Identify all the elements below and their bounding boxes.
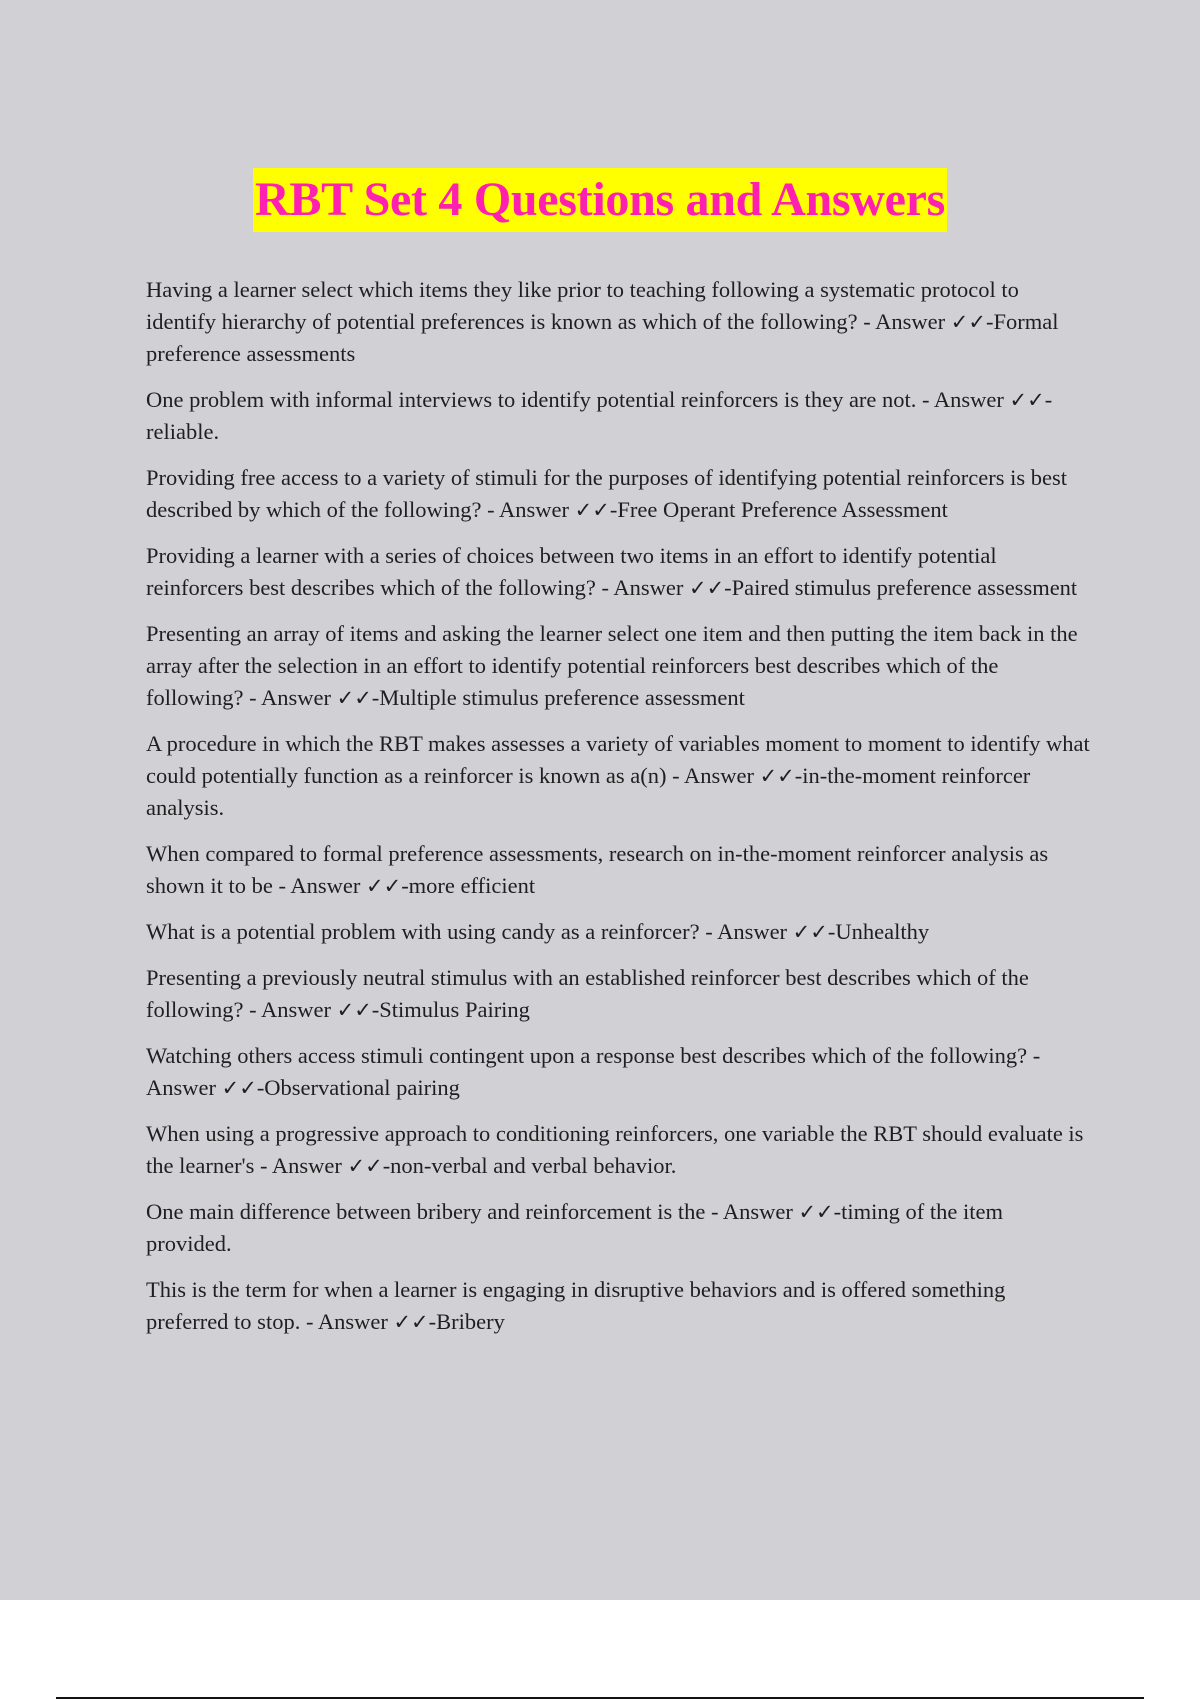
qa-item [146,1196,1090,1260]
question-text: Presenting a previously neutral stimulus with an established reinforcer best describes which of the following? [146,965,1029,1022]
question-text: A procedure in which the RBT makes assesses a variety of variables moment to moment to identify what could potentially function as a reinforcer is known as a(n) [146,731,1090,788]
answer-text: -timing of the item provided. [146,1199,1003,1256]
question-text: Presenting an array of items and asking the learner select one item and then putting the item back in the array after the selection in an effort to identify potential reinforcers best describes which of the following? [146,621,1078,710]
qa-list [146,274,1090,1352]
check-icon: ✓✓ [688,576,725,600]
answer-marker: - Answer [305,1309,388,1334]
answer-marker: - Answer [146,1043,1041,1100]
answer-marker: - Answer [249,685,331,710]
check-icon: ✓✓ [759,764,795,788]
answer-text: -Observational pairing [256,1075,460,1100]
answer-text: -Unhealthy [827,919,930,944]
answer-text: -Stimulus Pairing [371,997,530,1022]
qa-item [146,384,1090,448]
check-icon: ✓✓ [798,1200,834,1224]
answer-marker: - Answer [249,997,331,1022]
check-icon: ✓✓ [347,1154,383,1178]
qa-item [146,1118,1090,1182]
check-icon: ✓✓ [1009,388,1045,412]
answer-marker: - Answer [278,873,361,898]
answer-text: -more efficient [401,873,536,898]
qa-item [146,962,1090,1026]
check-icon: ✓✓ [574,498,610,522]
qa-item [146,1040,1090,1104]
answer-text: -Formal preference assessments [146,309,1059,366]
answer-marker: - Answer [260,1153,342,1178]
qa-item [146,274,1090,370]
answer-marker: - Answer [672,763,754,788]
question-text: Watching others access stimuli contingent upon a response best describes which of the following? [146,1043,1028,1068]
qa-item [146,916,1090,948]
answer-marker: - Answer [710,1199,793,1224]
qa-item [146,1274,1090,1338]
qa-item [146,462,1090,526]
answer-marker: - Answer [601,575,684,600]
qa-item [146,728,1090,824]
question-text: What is a potential problem with using candy as a reinforcer? [146,919,700,944]
question-text: Providing free access to a variety of stimuli for the purposes of identifying potential reinforcers is best described by which of the following? [146,465,1067,522]
check-icon: ✓✓ [336,686,372,710]
check-icon: ✓✓ [336,998,372,1022]
check-icon: ✓✓ [950,310,986,334]
question-text: Having a learner select which items they like prior to teaching following a systematic protocol to identify hierarchy of potential preferences is known as which of the following? [146,277,1019,334]
answer-text: -Bribery [428,1309,505,1334]
answer-marker: - Answer [863,309,946,334]
answer-marker: - Answer [705,919,788,944]
title-container [0,168,1200,232]
question-text: This is the term for when a learner is engaging in disruptive behaviors and is offered something preferred to stop. [146,1277,1006,1334]
question-text: One problem with informal interviews to identify potential reinforcers is they are not. [146,387,917,412]
check-icon: ✓✓ [365,874,402,898]
check-icon: ✓✓ [393,1310,429,1334]
question-text: When compared to formal preference assessments, research on in-the-moment reinforcer analysis as shown it to be [146,841,1049,898]
answer-marker: - Answer [487,497,570,522]
answer-marker: - Answer [922,387,1004,412]
page-title: RBT Set 4 Questions and Answers [253,168,947,232]
question-text: One main difference between bribery and reinforcement is the [146,1199,706,1224]
check-icon: ✓✓ [792,920,828,944]
answer-text: -Paired stimulus preference assessment [724,575,1078,600]
answer-text: -in-the-moment reinforcer analysis. [146,763,1031,820]
qa-item [146,618,1090,714]
answer-text: -Multiple stimulus preference assessment [371,685,745,710]
footer-divider [56,1697,1144,1699]
check-icon: ✓✓ [221,1076,257,1100]
answer-text: -Free Operant Preference Assessment [609,497,948,522]
qa-item [146,540,1090,604]
qa-item [146,838,1090,902]
question-text: When using a progressive approach to conditioning reinforcers, one variable the RBT should evaluate is the learner's [146,1121,1084,1178]
question-text: Providing a learner with a series of choices between two items in an effort to identify potential reinforcers best describes which of the following? [146,543,997,600]
answer-text: -non-verbal and verbal behavior. [382,1153,677,1178]
answer-text: -reliable. [146,387,1053,444]
